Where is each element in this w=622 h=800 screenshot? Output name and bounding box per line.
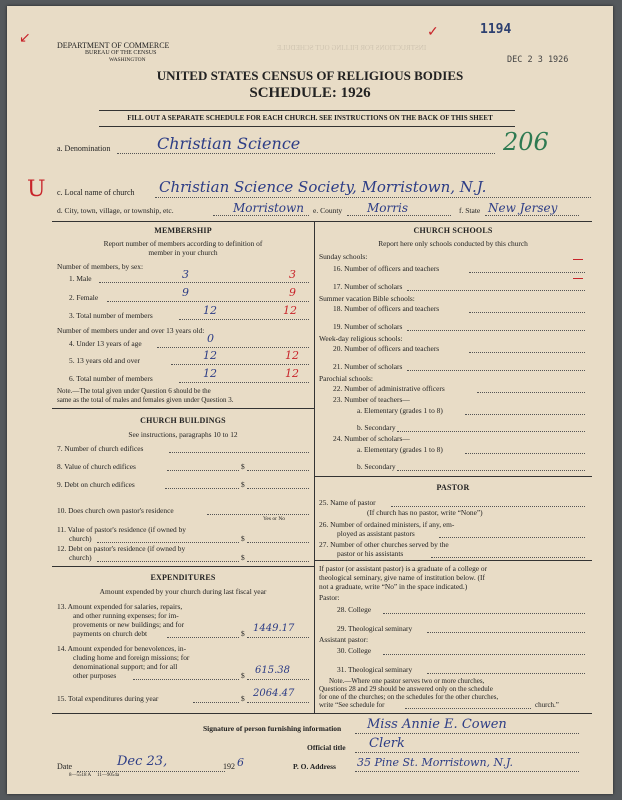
form-number: 8—5518 A 11—9054a (69, 773, 120, 778)
denomination-code: 206 (503, 128, 549, 156)
show-through-text: INSTRUCTIONS FOR FILLING OUT SCHEDULE (277, 44, 427, 52)
red-dash-mark (573, 259, 583, 260)
male-value: 3 (182, 268, 189, 281)
city-label: d. City, town, village, or township, etc. (57, 206, 174, 215)
female-check: 9 (289, 286, 296, 299)
state-value: New Jersey (488, 201, 558, 215)
church-name-label: c. Local name of church (57, 188, 135, 197)
female-value: 9 (182, 286, 189, 299)
church-name-value: Christian Science Society, Morristown, N.J. (159, 178, 487, 196)
total-by-age-value: 12 (203, 367, 217, 380)
department-name: DEPARTMENT OF COMMERCE (57, 41, 170, 50)
city-name: WASHINGTON (109, 57, 146, 63)
red-check-mark-icon: ✓ (427, 25, 439, 40)
denomination-label: a. Denomination (57, 144, 111, 153)
buildings-title: CHURCH BUILDINGS (140, 416, 226, 425)
red-u-mark: U (27, 177, 46, 202)
schools-title: CHURCH SCHOOLS (413, 226, 493, 235)
total-members-check: 12 (283, 304, 297, 317)
census-schedule-page: INSTRUCTIONS FOR FILLING OUT SCHEDULE 1194 DEC 2 3 1926 ↙ ✓ DEPARTMENT OF COMMERCE BUREAU OF THE CENSUS WASHINGTON UNITED STATES CENSUS OF RELIGIOUS BODIES SCHEDULE: 1926 FILL OUT A SEPARATE SCHEDULE FOR EACH CHURCH. SEE INSTRUCTIONS ON THE BACK OF THIS SHEET a. Denomination Christian Science 206 U c. Local name of church Christian Science Society, Morristown, N.J. d. City, town, village, or township, etc. Morristown e. County Morris f. State New Jersey MEMBERSHIP Report number of members according to definition of member in your church Number of members, by sex: 1. Male 3 3 2. Female 9 9 3. Total number of members 12 12 Number of members under and over 13 years old: 4. Under 13 years of age 0 5. 13 years old and over 12 12 6. Total number of members 12 12 Note.—The total given under Question 6 should be the same as the total of males and females given under Question 3. CHURCH BUILDINGS See instructions, paragraphs 10 to 12 7. Number of church edifices 8. Value of church edifices $ 9. Debt on church edifices $ 10. Does church own pastor's residence Yes or No 11. Value of pastor's residence (if owned by church) $ 12. Debt on pastor's residence (if owned by church) $ EXPENDITURES Amount expended by your church during last fiscal year 13. Amount expended for salaries, repairs, and other running expenses; for im- provements or new buildings; and for payments on church debt $ 1449.17 14. Amount expended for benevolences, in- cluding home and foreign missions; for denominational support; and for all other purposes $ 615.38 15. Total expenditures during year $ 2064.47 CHURCH SCHOOLS Report here only schools conducted by this church Sunday schools: 16. Number of officers and teachers 17. Number of scholars Summer vacation Bible schools: 18. Number of officers and teachers 19. Number of scholars Week-day religious schools: 20. Number of officers and teachers 21. Number of scholars Parochial schools: 22. Number of administrative officers 23. Number of teachers— a. Elementary (grades 1 to 8) b. Secondary 24. Number of scholars— a. Elementary (grades 1 to 8) b. Secondary PASTOR 25. Name of pastor (If church has no pastor, write “None”) 26. Number of ordained ministers, if any, em- ployed as assistant pastors 27. Number of other churches served by the pastor or his assistants If pastor (or assistant pastor) is a graduate of a college or theological seminary, give name of institution below. (If not a graduate, write “No” in the space indicated.) Pastor: 28. College 29. Theological seminary Assistant pastor: 30. College 31. Theological seminary Note.—Where one pastor serves two or more churches, Questions 28 and 29 should be answered only on the schedule for one of the churches; on the schedules for the other churches, write “See schedule for church.” Signature of person furnishing information Miss Annie E. Cowen Official title Clerk Date Dec 23, 192 6 P. O. Address 35 Pine St. Morristown, N.J. 8—5518 A 11—9054a (7, 6, 613, 794)
county-value: Morris (367, 201, 408, 215)
membership-title: MEMBERSHIP (154, 226, 212, 235)
over-13-value: 12 (203, 349, 217, 362)
city-value: Morristown (233, 201, 305, 215)
under-13-value: 0 (207, 332, 214, 345)
over-13-check: 12 (285, 349, 299, 362)
total-expenditures-value: 2064.47 (253, 688, 295, 699)
running-expenses-value: 1449.17 (253, 623, 295, 634)
pastor-title: PASTOR (436, 483, 470, 492)
instruction-line: FILL OUT A SEPARATE SCHEDULE FOR EACH CHURCH. SEE INSTRUCTIONS ON THE BACK OF THIS SHEET (127, 114, 493, 122)
state-label: f. State (459, 206, 481, 215)
official-title-value: Clerk (369, 736, 405, 751)
bureau-name: BUREAU OF THE CENSUS (85, 50, 157, 56)
address-value: 35 Pine St. Morristown, N.J. (357, 756, 514, 769)
total-by-age-check: 12 (285, 367, 299, 380)
total-members-value: 12 (203, 304, 217, 317)
denomination-value: Christian Science (157, 134, 301, 153)
form-title: UNITED STATES CENSUS OF RELIGIOUS BODIES (156, 68, 464, 83)
benevolences-value: 615.38 (255, 665, 290, 676)
date-value: Dec 23, (117, 754, 168, 769)
male-check: 3 (289, 268, 296, 281)
signature-value: Miss Annie E. Cowen (367, 717, 507, 732)
red-dash-mark (573, 278, 583, 279)
stamp-date: DEC 2 3 1926 (507, 55, 569, 65)
expenditures-title: EXPENDITURES (150, 573, 216, 582)
stamp-number: 1194 (480, 22, 512, 37)
form-subtitle: SCHEDULE: 1926 (249, 85, 371, 101)
county-label: e. County (313, 206, 343, 215)
year-digit: 6 (237, 756, 244, 769)
red-check-mark-icon: ↙ (19, 31, 31, 46)
